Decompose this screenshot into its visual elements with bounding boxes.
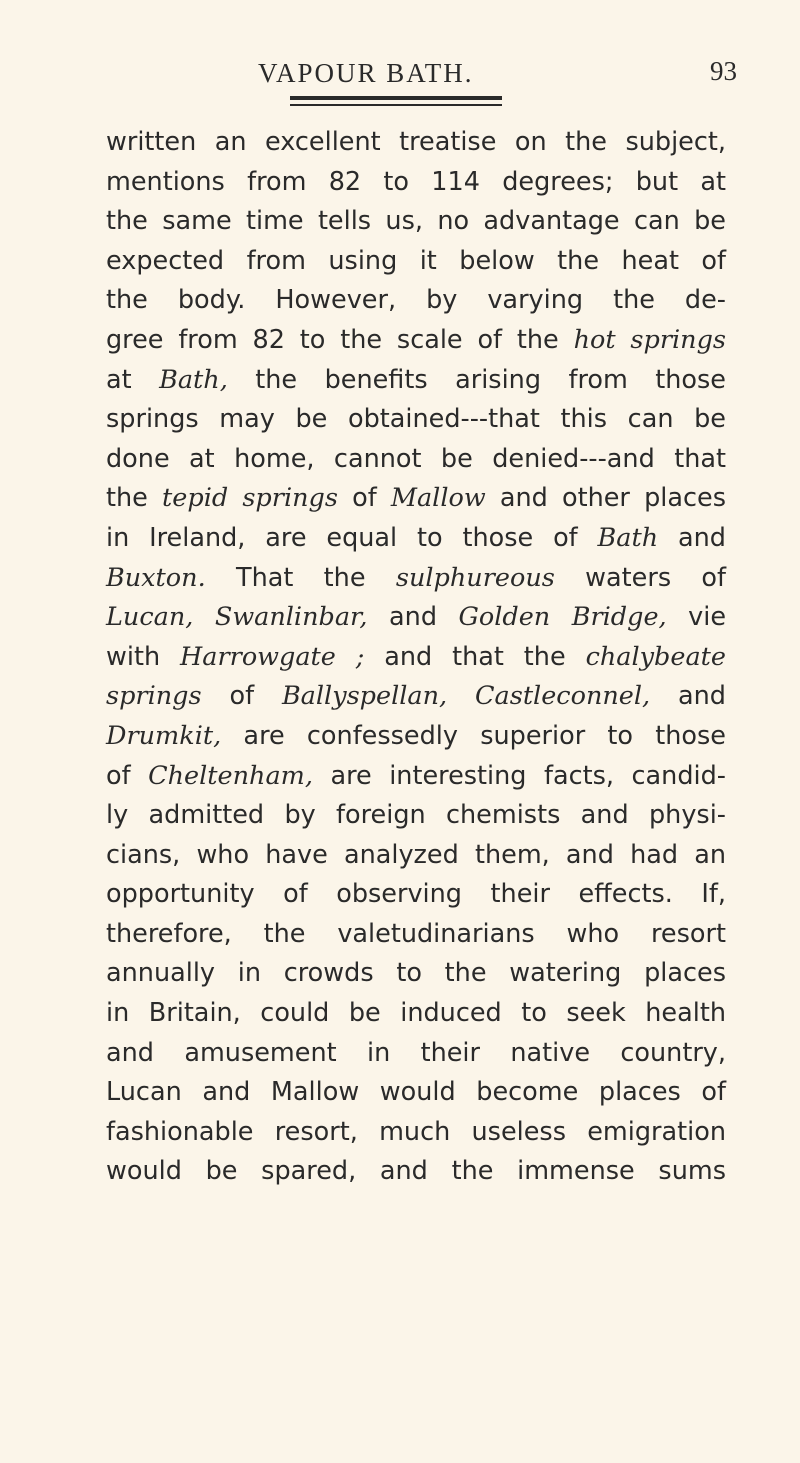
italic-text: Bath [597, 522, 659, 553]
italic-text: springs [106, 681, 202, 712]
text-line [106, 321, 726, 361]
text-line [106, 836, 726, 876]
text-line [106, 1113, 726, 1153]
text-line [106, 677, 726, 717]
text-segment: annually in crowds to the watering places [106, 958, 726, 989]
italic-text: Mallow [390, 483, 486, 514]
text-segment: and [367, 602, 459, 633]
text-segment: would be spared, and the immense sums [106, 1156, 726, 1187]
text-segment: mentions from 82 to 114 degrees; but at [106, 166, 726, 197]
text-segment: the body. However, by varying the de- [106, 285, 726, 316]
text-line [106, 242, 726, 282]
text-line [106, 638, 726, 678]
text-line [106, 479, 726, 519]
text-line [106, 796, 726, 836]
text-segment: ly admitted by foreign chemists and physi- [106, 800, 726, 831]
text-segment: That the [205, 562, 396, 593]
text-segment: the [106, 483, 163, 514]
italic-text: Buxton. [106, 562, 206, 593]
text-segment: and amusement in their native country, [106, 1037, 726, 1068]
text-line [106, 519, 726, 559]
italic-text: Golden Bridge, [458, 602, 667, 633]
text-segment: vie [666, 602, 727, 633]
italic-text: Bath, [159, 364, 228, 395]
running-head: VAPOUR BATH. [258, 58, 474, 88]
text-segment: fashionable resort, much useless emigration [106, 1116, 726, 1147]
text-line [106, 1152, 726, 1192]
text-segment: gree from 82 to the scale of the [106, 324, 574, 355]
text-segment: springs may be obtained---that this can be [106, 404, 726, 435]
text-line [106, 559, 726, 599]
italic-text: Drumkit, [106, 720, 222, 751]
text-segment: the benefits arising from those [227, 364, 726, 395]
text-line [106, 1073, 726, 1113]
text-line [106, 163, 726, 203]
page-number: 93 [710, 56, 737, 86]
italic-text: chalybeate [585, 641, 726, 672]
text-line [106, 1034, 726, 1074]
text-segment: and [650, 681, 726, 712]
text-line [106, 717, 726, 757]
text-segment: and [658, 522, 726, 553]
text-line [106, 202, 726, 242]
text-segment: of [337, 483, 391, 514]
italic-text: Ballyspellan, Castleconnel, [281, 681, 651, 712]
text-line [106, 598, 726, 638]
text-line [106, 757, 726, 797]
italic-text: Cheltenham, [148, 760, 313, 791]
text-segment: in Britain, could be induced to seek health [106, 998, 726, 1029]
text-segment: and other places [485, 483, 726, 514]
text-line [106, 361, 726, 401]
text-line [106, 123, 726, 163]
text-line [106, 281, 726, 321]
header-rule [290, 96, 502, 100]
text-segment: written an excellent treatise on the subject, [106, 127, 726, 157]
text-segment: Lucan and Mallow would become places of [106, 1077, 726, 1108]
text-line [106, 915, 726, 955]
text-segment: in Ireland, are equal to those of [106, 522, 598, 553]
text-line [106, 954, 726, 994]
text-segment: expected from using it below the heat of [106, 245, 726, 276]
text-segment: cians, who have analyzed them, and had an [106, 839, 726, 870]
italic-text: hot springs [573, 324, 727, 355]
text-segment: at [106, 364, 160, 395]
text-segment: waters of [554, 562, 727, 593]
text-line [106, 994, 726, 1034]
italic-text: Harrowgate ; [180, 641, 365, 672]
text-line [106, 875, 726, 915]
italic-text: sulphureous [395, 562, 555, 593]
text-segment: the same time tells us, no advantage can be [106, 206, 726, 237]
text-segment: are interesting facts, candid- [312, 760, 726, 791]
text-segment: done at home, cannot be denied---and that [106, 443, 726, 474]
header-rule-thin [290, 104, 502, 106]
text-segment: of [106, 760, 149, 791]
italic-text: tepid springs [162, 483, 338, 514]
text-line [106, 400, 726, 440]
italic-text: Lucan, Swanlinbar, [106, 602, 368, 633]
body-text [106, 123, 726, 1192]
text-segment: are confessedly superior to those [221, 720, 726, 751]
text-segment: and that the [364, 641, 586, 672]
text-segment: with [106, 641, 180, 672]
text-line [106, 440, 726, 480]
text-segment: of [201, 681, 282, 712]
text-segment: opportunity of observing their effects. If, [106, 879, 726, 910]
text-segment: therefore, the valetudinarians who resort [106, 918, 726, 949]
